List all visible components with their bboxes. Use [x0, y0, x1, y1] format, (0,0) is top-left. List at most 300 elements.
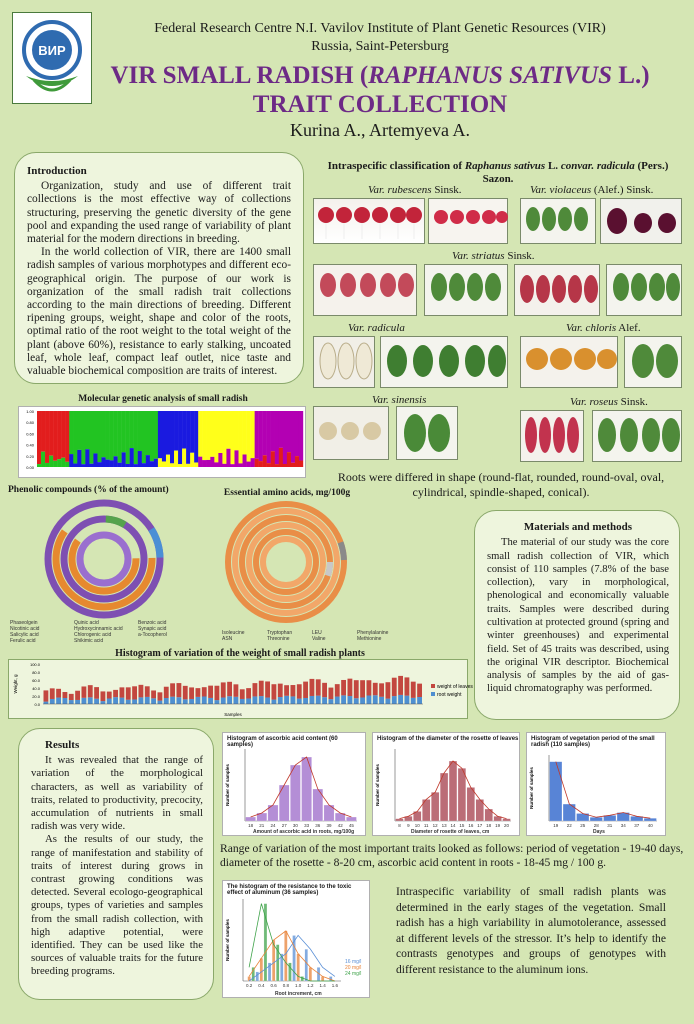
structure-bar	[283, 411, 287, 464]
amino-legend-7: Methionine	[357, 636, 382, 642]
histogram-bar	[279, 785, 289, 821]
structure-bar-rest	[174, 451, 178, 467]
root-weight-bar	[170, 697, 175, 704]
structure-bar-rest	[61, 458, 65, 467]
photo-sinensis-leaves	[396, 406, 458, 460]
amino-legend-5: Threonine	[267, 636, 290, 642]
root-weight-bar	[379, 697, 384, 704]
photo-sinensis-roots	[313, 406, 389, 460]
molecular-chart	[18, 406, 306, 478]
structure-bar-rest	[154, 459, 158, 467]
photo-striatus-roots-2	[514, 264, 600, 316]
x-tick-label: 1.0	[294, 983, 302, 988]
histogram-bar	[284, 931, 287, 981]
x-tick-label: 10	[414, 823, 420, 828]
alum-legend-0: 16 mg/l	[345, 959, 362, 965]
radish-leaves	[521, 199, 597, 245]
x-tick-label: 22	[566, 823, 572, 828]
y-tick-label: 80.0	[32, 670, 40, 675]
poster-title-line1	[100, 62, 660, 89]
methods-text: The material of our study was the core small radish collection of VIR, which consist of 110 samples (7.8% of the base collection), vary in morphological, phenological and economically valuable traits. Samples were described during cultivation at protected ground (spring and winter greenhouses) and experimental field. Set of 45 traits was described, using the original VIR descriptor. Biochemical analysis of samples by the aid of gas-liquid chromatography was performed.	[487, 537, 669, 695]
y-tick-label: 100.0	[29, 662, 40, 667]
structure-bar-rest	[218, 453, 222, 467]
structure-bar	[299, 411, 303, 461]
var-radicula: Var. radicula	[348, 322, 405, 334]
x-tick-label: 19	[495, 823, 501, 828]
root-weight-bar	[240, 699, 245, 704]
structure-bar	[287, 411, 291, 452]
structure-bar	[243, 411, 247, 454]
legend-swatch-root	[431, 692, 435, 696]
root-weight-bar	[158, 701, 163, 704]
structure-bar-rest	[81, 464, 85, 467]
structure-bar	[81, 411, 85, 464]
leaf-weight-bar	[303, 682, 308, 698]
logo-text: ВИР	[38, 43, 66, 58]
x-tick-label: 0.4	[258, 983, 265, 988]
root-weight-bar	[272, 700, 277, 704]
root-weight-bar	[278, 697, 283, 704]
leaf-weight-bar	[253, 683, 258, 696]
y-tick-label: 0.0	[34, 702, 40, 707]
structure-bar-rest	[206, 460, 210, 467]
structure-bar-rest	[190, 453, 194, 467]
var-violaceus-auth: (Alef.) Sinsk.	[591, 184, 654, 196]
x-axis-label: Samples	[224, 712, 242, 717]
photo-striatus-roots	[313, 264, 417, 316]
root-weight-bar	[139, 697, 144, 704]
x-tick-label: 39	[326, 823, 332, 828]
leaf-weight-bar	[272, 684, 277, 699]
root-weight-bar	[341, 695, 346, 704]
structure-bar	[93, 411, 97, 453]
root-weight-bar	[113, 697, 118, 704]
structure-bar	[182, 411, 186, 449]
phenolic-legend-4: Quinic acid	[74, 620, 99, 626]
leaf-weight-bar	[94, 687, 99, 699]
histogram-bar	[431, 792, 439, 821]
structure-bar-rest	[259, 461, 263, 467]
structure-bar-rest	[186, 464, 190, 467]
root-weight-bar	[88, 697, 93, 704]
root-weight-bar	[126, 700, 131, 704]
structure-bar-rest	[142, 463, 146, 467]
vir-logo-graphic	[16, 16, 88, 100]
leaf-weight-bar	[234, 684, 239, 696]
x-tick-label: 25	[580, 823, 586, 828]
structure-bar-rest	[73, 464, 77, 467]
structure-bar-rest	[41, 452, 45, 467]
structure-bar-rest	[37, 464, 41, 467]
radish-roots-tan	[314, 407, 390, 461]
structure-bar-rest	[239, 463, 243, 467]
photo-striatus-leaves-2	[606, 264, 682, 316]
structure-bar	[259, 411, 263, 461]
histogram-bar	[644, 818, 657, 821]
root-weight-bar	[373, 695, 378, 704]
root-weight-bar	[101, 701, 106, 704]
leaf-weight-bar	[240, 689, 245, 699]
structure-bar-rest	[263, 455, 267, 467]
histogram-bar	[458, 768, 466, 821]
amino-donut	[206, 500, 366, 624]
leaf-weight-bar	[354, 680, 359, 698]
photo-roseus-leaves	[592, 410, 682, 462]
structure-bar	[186, 411, 190, 464]
leaf-weight-bar	[120, 687, 125, 697]
leaf-weight-bar	[202, 687, 207, 696]
x-tick-label: 27	[281, 823, 287, 828]
structure-bar-rest	[279, 448, 283, 467]
leaf-weight-bar	[145, 686, 150, 697]
results-panel	[18, 728, 214, 1000]
x-tick-label: 1.6	[331, 983, 339, 988]
var-roseus: Var. roseus	[570, 396, 618, 408]
root-weight-bar	[227, 696, 232, 704]
leaf-weight-bar	[177, 683, 182, 697]
hist-veg-title: Histogram of vegetation period of the small radish (110 samples)	[531, 736, 655, 748]
x-tick-label: 1.4	[319, 983, 326, 988]
leaf-weight-bar	[316, 679, 321, 695]
root-weight-bar	[215, 700, 220, 704]
cls-title-species: Raphanus sativus	[464, 160, 546, 172]
var-striatus-auth: Sinsk.	[504, 250, 535, 262]
y-axis-label: Number of samples	[529, 767, 534, 809]
leaf-weight-bar	[367, 680, 372, 695]
y-tick-label: 0.20	[26, 453, 34, 459]
institute-name: Federal Research Centre N.I. Vavilov Institute of Plant Genetic Resources (VIR)	[154, 21, 606, 36]
photo-rubescens-2	[428, 198, 508, 244]
structure-bar-rest	[77, 450, 81, 467]
introduction-p2: In the world collection of VIR, there are 1400 small radish samples of various morphotypes and different eco-geographical origin. The purpose of our work is organization of the small radish trait collections according to the main directions of breeding. Different ripening groups, weight, shape and color of the roots, optimal ratio of the root weight to the total weight of the plant (above 60%), resistance to early stalking, uncoated leaf, whole leaf, compact leaf outlet, nice taste and valuable biochemical composition are traits of interest.	[27, 246, 291, 378]
root-weight-bar	[316, 696, 321, 704]
root-weight-bar	[360, 697, 365, 704]
caption-sinensis	[372, 394, 426, 406]
histogram-bar	[346, 817, 356, 821]
x-tick-label: 15	[459, 823, 465, 828]
structure-bar	[166, 411, 170, 455]
y-tick-label: 1.00	[26, 409, 34, 414]
hist-rosette	[372, 732, 520, 836]
root-weight-bar	[405, 696, 410, 704]
leaf-weight-bar	[246, 688, 251, 698]
x-tick-label: 9	[407, 823, 410, 828]
leaf-weight-bar	[341, 680, 346, 695]
leaf-weight-bar	[278, 684, 283, 697]
x-tick-label: 18	[486, 823, 492, 828]
x-tick-label: 42	[337, 823, 343, 828]
x-tick-label: 14	[450, 823, 456, 828]
leaf-weight-bar	[44, 690, 49, 701]
structure-bar	[279, 411, 283, 448]
results-p2: As the results of our study, the range of manifestation and stability of traits of interest during grows in contrast growing conditions was detected. Several ecologo-geographical groups, types of varieties and samples from the small radish collection, with high adaptive potential, were identified. They can be used like the sources of valuable traits for the future breeding programs.	[31, 833, 203, 978]
structure-bar	[206, 411, 210, 460]
structure-bar-rest	[230, 464, 234, 467]
structure-bar	[118, 411, 122, 463]
leaf-weight-bar	[183, 686, 188, 699]
radish-roots-red	[314, 199, 426, 245]
root-weight-bar	[348, 696, 353, 704]
cls-title-convar: convar. radicula	[560, 160, 635, 172]
hist-aluminum-xlabel: Root increment, cm	[275, 991, 322, 997]
root-shapes-text: Roots were differed in shape (round-flat, rounded, round-oval, oval, cylindrical, spindle-shaped, conical).	[337, 470, 665, 499]
y-axis-label: Weight, g	[13, 674, 18, 694]
root-weight-bar	[265, 698, 270, 704]
structure-bar-rest	[57, 459, 61, 467]
phenolic-legend-7: Shikimic acid	[74, 638, 104, 644]
x-tick-label: 28	[593, 823, 599, 828]
root-weight-bar	[284, 696, 289, 704]
root-weight-bar	[297, 699, 302, 704]
structure-bar-rest	[138, 451, 142, 467]
x-tick-label: 17	[477, 823, 483, 828]
structure-bar-rest	[214, 462, 218, 467]
amino-legend	[222, 630, 402, 642]
structure-bar	[126, 411, 130, 464]
x-tick-label: 33	[304, 823, 310, 828]
root-weight-bar	[354, 698, 359, 704]
structure-bar-rest	[69, 454, 73, 467]
structure-bar-rest	[283, 464, 287, 467]
hist-aluminum-title: The histogram of the resistance to the toxic effect of aluminum (36 samples)	[227, 884, 352, 896]
structure-bar	[69, 411, 73, 454]
introduction-heading: Introduction	[27, 165, 87, 177]
structure-bar	[85, 411, 89, 449]
photo-radicula-leaves	[380, 336, 508, 388]
methods-heading: Materials and methods	[523, 521, 633, 533]
radish-leaves-4	[381, 337, 509, 389]
structure-bar	[267, 411, 271, 463]
photo-radicula-roots	[313, 336, 375, 388]
structure-bar	[65, 411, 69, 462]
root-weight-bar	[151, 698, 156, 704]
y-tick-label: 0.60	[26, 431, 34, 437]
structure-bar	[73, 411, 77, 464]
structure-bar-rest	[198, 457, 202, 467]
structure-bar	[97, 411, 101, 462]
leaf-weight-bar	[322, 683, 327, 697]
photo-rubescens-1	[313, 198, 425, 244]
structure-bar	[142, 411, 146, 463]
root-weight-bar	[234, 697, 239, 704]
root-weight-bar	[196, 697, 201, 704]
phenolic-legend-0: Phaseolgein	[10, 620, 38, 626]
radish-roots-red-2	[429, 199, 509, 245]
structure-bar-rest	[89, 464, 93, 467]
leaf-weight-bar	[405, 677, 410, 695]
leaf-weight-bar	[50, 688, 55, 699]
leaf-weight-bar	[329, 688, 334, 700]
root-weight-bar	[398, 695, 403, 704]
y-axis-label: Number of samples	[225, 919, 230, 961]
structure-bar	[178, 411, 182, 464]
root-weight-bar	[246, 698, 251, 704]
root-weight-bar	[303, 698, 308, 704]
histogram-bar	[550, 762, 563, 821]
structure-bar	[271, 411, 275, 451]
leaf-weight-bar	[335, 684, 340, 696]
structure-bar	[53, 411, 57, 461]
photo-roseus-roots	[520, 410, 584, 462]
y-tick-label: 60.0	[32, 678, 40, 683]
x-tick-label: 36	[315, 823, 321, 828]
leaf-weight-bar	[291, 685, 296, 696]
radish-roots-purple	[601, 199, 683, 245]
leaf-weight-bar	[297, 684, 302, 698]
results-heading: Results	[45, 739, 80, 751]
x-tick-label: 8	[398, 823, 401, 828]
structure-bar	[202, 411, 206, 460]
amino-chart	[206, 500, 366, 624]
introduction-panel	[14, 152, 304, 384]
structure-bar	[162, 411, 166, 461]
root-weight-bar	[322, 697, 327, 704]
phenolic-legend-2: Salicylic acid	[10, 632, 39, 638]
y-axis-label: Number of samples	[375, 764, 380, 806]
structure-bar-rest	[130, 448, 134, 467]
structure-bar	[49, 411, 53, 456]
histogram-bar	[396, 819, 404, 821]
radish-leaves-7	[593, 411, 683, 463]
y-tick-label: 20.0	[32, 694, 40, 699]
leaf-weight-bar	[196, 688, 201, 697]
root-weight-bar	[335, 697, 340, 704]
amino-title: Essential amino acids, mg/100g	[223, 488, 351, 498]
leaf-weight-bar	[373, 683, 378, 695]
structure-bar-rest	[93, 453, 97, 467]
structure-bar-rest	[162, 461, 166, 467]
root-weight-bar	[82, 698, 87, 704]
root-weight-bar	[94, 699, 99, 704]
structure-bar-rest	[178, 464, 182, 467]
structure-bar-rest	[126, 464, 130, 467]
leaf-weight-bar	[63, 692, 68, 698]
leaf-weight-bar	[151, 690, 156, 698]
histogram-bar	[256, 972, 259, 981]
y-tick-label: 0.80	[26, 420, 34, 426]
phenolic-legend-8: Benzoic acid	[138, 620, 167, 626]
x-tick-label: 31	[607, 823, 613, 828]
structure-bar-rest	[255, 459, 259, 467]
structure-bar-rest	[85, 449, 89, 467]
leaf-weight-bar	[75, 691, 80, 700]
x-tick-label: 13	[441, 823, 447, 828]
structure-bar-rest	[251, 458, 255, 467]
structure-bar	[101, 411, 105, 457]
photo-violaceus-roots	[600, 198, 682, 244]
structure-bar	[41, 411, 45, 452]
hist-rosette-plot	[373, 733, 521, 837]
leaf-weight-bar	[113, 690, 118, 697]
root-weight-bar	[177, 697, 182, 704]
structure-bar-rest	[222, 464, 226, 467]
var-roseus-auth: Sinsk.	[617, 396, 648, 408]
histogram-bar	[467, 787, 475, 821]
structure-bar-rest	[234, 450, 238, 467]
structure-bar	[146, 411, 150, 455]
structure-bar	[251, 411, 255, 458]
root-weight-bar	[386, 699, 391, 704]
caption-radicula	[348, 322, 405, 334]
structure-bar	[89, 411, 93, 464]
caption-striatus	[452, 250, 535, 262]
structure-bar	[154, 411, 158, 459]
var-striatus: Var. striatus	[452, 250, 505, 262]
leaf-weight-bar	[164, 687, 169, 698]
y-axis-label: Number of samples	[225, 764, 230, 806]
hist-ascorbic-title: Histogram of ascorbic acid content (60 samples)	[227, 736, 338, 748]
structure-bar	[222, 411, 226, 464]
leaf-weight-bar	[227, 682, 232, 696]
histogram-bar	[260, 958, 263, 981]
hist-ascorbic	[222, 732, 366, 836]
amino-legend-4: ASN	[222, 636, 233, 642]
phenolic-legend	[10, 620, 210, 644]
structure-bar	[190, 411, 194, 453]
cls-title-a: Intraspecific classification of	[327, 160, 465, 172]
hist-ascorbic-xlabel: Amount of ascorbic acid in roots, mg/100g	[253, 829, 355, 835]
structure-bar-rest	[194, 462, 198, 467]
amino-legend-6: Valine	[312, 636, 326, 642]
structure-bar	[174, 411, 178, 451]
x-tick-label: 19	[553, 823, 559, 828]
radish-roots-white	[314, 337, 376, 389]
radish-roots-striped	[314, 265, 418, 317]
x-tick-label: 16	[468, 823, 474, 828]
histogram-bar	[290, 765, 300, 821]
y-tick-label: 0.00	[26, 465, 34, 470]
legend-swatch-leaves	[431, 684, 435, 688]
phenolic-legend-5: Hydroxycinnamic acid	[74, 626, 123, 632]
root-weight-bar	[145, 697, 150, 704]
structure-bar-rest	[226, 449, 230, 467]
x-tick-label: 30	[292, 823, 298, 828]
legend-root: root weight	[437, 692, 462, 698]
structure-bar	[198, 411, 202, 457]
histogram-bar	[293, 935, 296, 981]
structure-bar	[239, 411, 243, 463]
leaf-weight-bar	[417, 684, 422, 697]
phenolic-title: Phenolic compounds (% of the amount)	[8, 485, 169, 495]
leaf-weight-bar	[158, 692, 163, 700]
x-tick-label: 45	[348, 823, 354, 828]
root-weight-bar	[44, 702, 49, 704]
hist-veg-xlabel: Days	[593, 829, 605, 835]
range-text: Range of variation of the most important traits looked as follows: period of vegetation - 19-40 days, diameter of the rosette - 8-20 cm, ascorbic acid content in roots - 18-45 mg / 100 g.	[220, 842, 684, 869]
x-tick-label: 18	[248, 823, 254, 828]
structure-bar	[275, 411, 279, 464]
classification-title	[312, 160, 684, 186]
structure-bar-rest	[299, 461, 303, 467]
structure-bar-rest	[275, 464, 279, 467]
title-part2: L.)	[612, 62, 650, 89]
introduction-p1: Organization, study and use of different trait collections is the most effective way of collections structuring, preserving the genetic diversity of the gene pool and expanding the used range of variability of plant material for the modern directions in breeding.	[27, 180, 291, 246]
structure-bar	[57, 411, 61, 459]
structure-bar-rest	[267, 463, 271, 467]
y-tick-label: 40.0	[32, 686, 40, 691]
cls-title-b: L.	[545, 160, 561, 172]
radish-leaves-2	[425, 265, 509, 317]
structure-bar	[150, 411, 154, 461]
structure-bar-rest	[170, 463, 174, 467]
weight-bars	[9, 660, 473, 720]
x-tick-label: 34	[620, 823, 626, 828]
caption-roseus	[570, 396, 648, 408]
results-p1: It was revealed that the range of variation of the morphological characters, as well as variability of traits, related to productivity, precocity, accumulation of nutrients in small radish was very wide.	[31, 754, 203, 833]
x-tick-label: 24	[270, 823, 276, 828]
y-tick-label: 0.40	[26, 442, 34, 448]
hist-veg-plot	[527, 733, 667, 837]
